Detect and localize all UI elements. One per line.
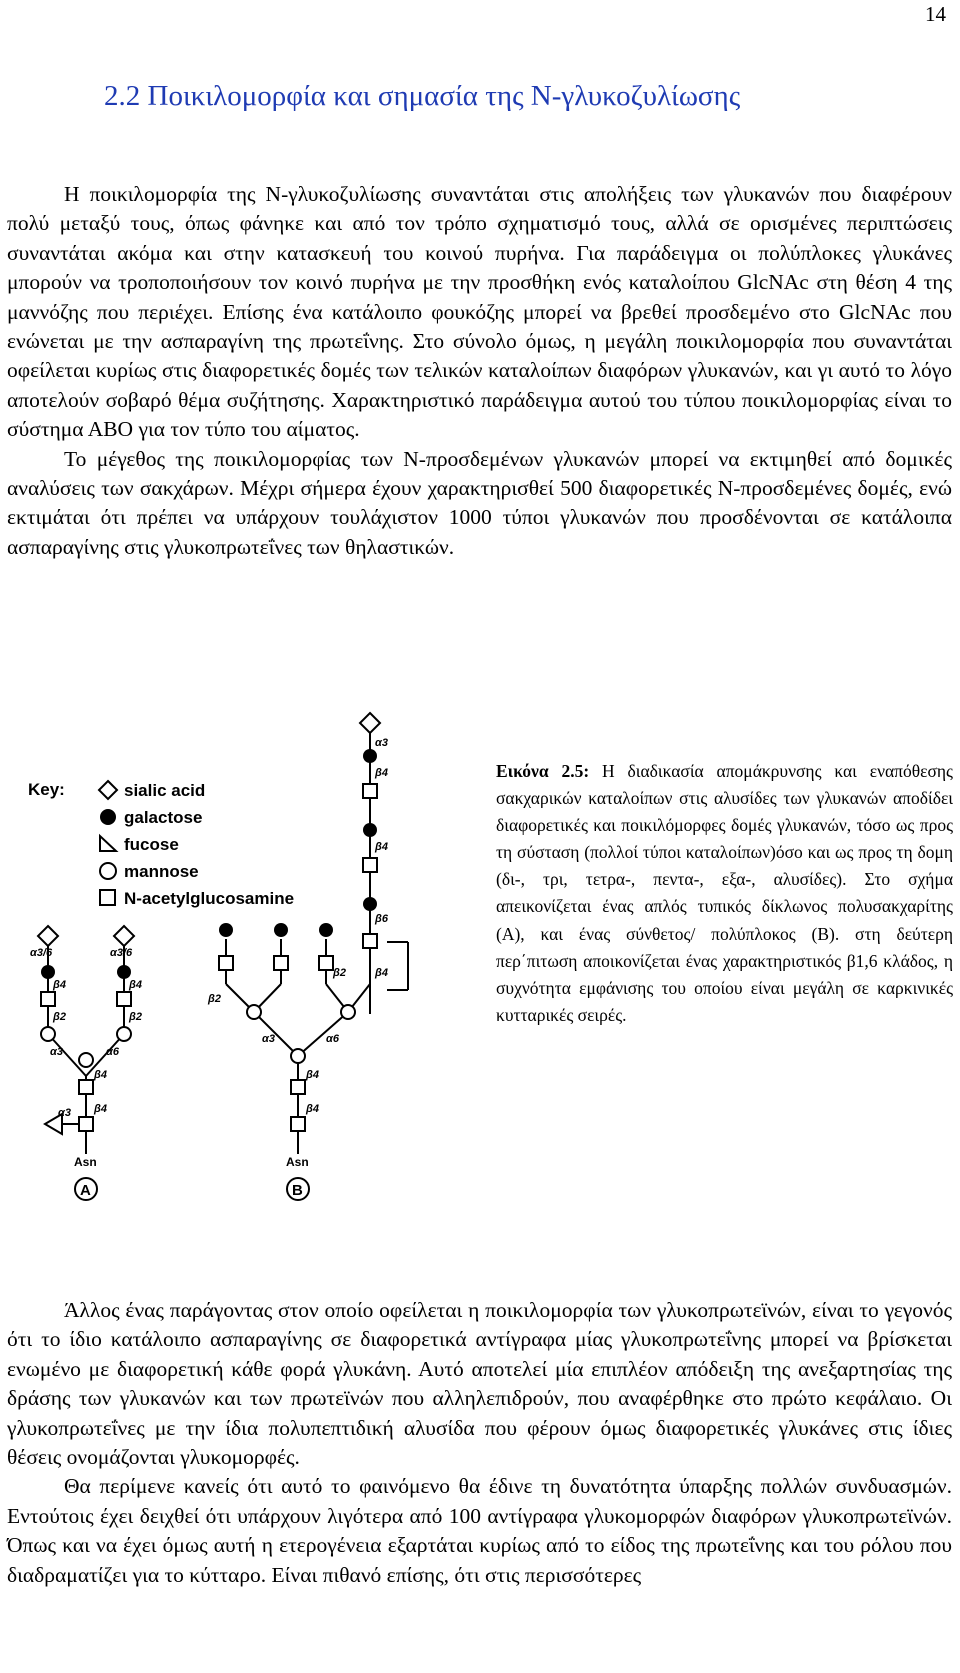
linkage-label: β4 bbox=[375, 841, 388, 853]
galactose-icon bbox=[319, 923, 333, 937]
linkage-label: β4 bbox=[306, 1069, 319, 1081]
fucose-icon bbox=[100, 836, 116, 851]
sialic-acid-icon bbox=[360, 713, 380, 733]
text-block-bottom bbox=[7, 1296, 952, 1590]
linkage-label: β2 bbox=[208, 993, 221, 1005]
linkage-label: α3 bbox=[375, 737, 388, 749]
galactose-icon bbox=[41, 965, 55, 979]
caption-label: Εικόνα 2.5: bbox=[496, 761, 590, 781]
structure-b-residues bbox=[219, 713, 380, 1131]
n-acetylglucosamine-icon bbox=[117, 992, 131, 1006]
structure-b-bonds bbox=[226, 719, 408, 1154]
n-acetylglucosamine-icon bbox=[291, 1117, 305, 1131]
n-acetylglucosamine-icon bbox=[363, 858, 377, 872]
linkage-label: β4 bbox=[94, 1103, 107, 1115]
mannose-icon bbox=[100, 863, 116, 879]
linkage-label: β6 bbox=[375, 913, 388, 925]
key-item: galactose bbox=[124, 808, 203, 827]
key-item: sialic acid bbox=[124, 781, 206, 800]
key-item: fucose bbox=[124, 835, 179, 854]
n-acetylglucosamine-icon bbox=[41, 992, 55, 1006]
sialic-acid-icon bbox=[99, 781, 117, 799]
linkage-label: α3 bbox=[58, 1107, 71, 1119]
asn-label: Asn bbox=[74, 1155, 97, 1169]
mannose-icon bbox=[117, 1027, 131, 1041]
section-heading: 2.2 Ποικιλομορφία και σημασία της Ν-γλυκοζυλίωσης bbox=[104, 80, 741, 112]
structure-label-b: B bbox=[292, 1182, 303, 1199]
glycan-figure bbox=[26, 737, 488, 1244]
linkage-label: β2 bbox=[333, 967, 346, 979]
n-acetylglucosamine-icon bbox=[291, 1080, 305, 1094]
linkage-label: β2 bbox=[53, 1011, 66, 1023]
text-block-top bbox=[7, 180, 952, 562]
paragraph: Η ποικιλομορφία της Ν-γλυκοζυλίωσης συναντάται στις απολήξεις των γλυκανών που διαφέρουν πολύ μεταξύ τους, όπως φάνηκε και από τον τρόπο σχηματισμό τους, αλλά σε ορισμένες περιπτώσεις συναντάται ακόμα και στην κατασκευή του κοινού πυρήνα. Για παράδειγμα οι πολύπλοκες γλυκάνες μπορούν να τροποποιήσουν τον κοινό πυρήνα με την προσθήκη ενός καταλοίπου GlcNAc στη θέση 4 της μαννόζης που περιέχει. Επίσης ένα κατάλοιπο φουκόζης μπορεί να βρεθεί προσδεμένο στο GlcNAc που ενώνεται με την ασπαραγίνη της πρωτεΐνης. Στο σύνολο όμως, η μεγάλη ποικιλομορφία που συναντάται οφείλεται κυρίως στις διαφορετικές δομές των τελικών καταλοίπων διαφόρων γλυκανών, και γι αυτό το λόγο αποτελούν σοβαρό θέμα συζήτησης. Χαρακτηριστικό παράδειγμα αυτού του τύπου ποικιλομορφίας είναι το σύστημα ΑΒΟ για τον τύπο του αίματος. bbox=[7, 182, 952, 442]
linkage-label: β4 bbox=[53, 979, 66, 991]
linkage-label: β2 bbox=[129, 1011, 142, 1023]
caption-text: Η διαδικασία απομάκρυνσης και εναπόθεσης σακχαρικών καταλοίπων στις αλυσίδες των γλυκανών αποδίδει διαφορετικές και ποικιλόμορφες δομές γλυκανών, τόσο ως προς τη σύσταση (πολλοί τύποι καταλοίπων)όσο και ως προς τη δομη (δι-, τρι, τετρα-, πεντα-, εξα-, αλυσίδες). Στο σχήμα απεικονίζεται ένας απλός τυπικός δίκλωνος πολυσακχαρίτης (Α), και ένας σύνθετος/ πολύπλοκος (Β). στη δεύτερη περ΄πιτωση αποικονίζεται ένας χαρακτηριστικός β1,6 κλάδος, η συχνότητα εμφάνισης του οποίου είναι μεγάλη σε καρκινικές κυτταρικές σειρές. bbox=[496, 761, 953, 1025]
linkage-label: β4 bbox=[375, 967, 388, 979]
n-acetylglucosamine-icon bbox=[100, 890, 115, 905]
mannose-icon bbox=[291, 1049, 305, 1063]
figure-key bbox=[28, 780, 294, 908]
key-title: Key: bbox=[28, 780, 65, 799]
linkage-label: β4 bbox=[94, 1069, 107, 1081]
paragraph: Θα περίμενε κανείς ότι αυτό το φαινόμενο θα έδινε τη δυνατότητα ύπαρξης πολλών συνδυασμών. Εντούτοις έχει δειχθεί ότι υπάρχουν λιγότερα από 100 αντίγραφα γλυκομορφών διαφόρων γλυκοπρωτεϊνών. Όπως και να έχει όμως αυτή η ετερογένεια εξαρτάται κυρίως από το είδος της πρωτεΐνης και του ρόλου που διαδραματίζει για το κύτταρο. Είναι πιθανό επίσης, ότι στις περισσότερες bbox=[7, 1474, 952, 1587]
n-acetylglucosamine-icon bbox=[219, 956, 233, 970]
sialic-acid-icon bbox=[114, 926, 134, 946]
n-acetylglucosamine-icon bbox=[79, 1080, 93, 1094]
n-acetylglucosamine-icon bbox=[274, 956, 288, 970]
mannose-icon bbox=[41, 1027, 55, 1041]
galactose-icon bbox=[274, 923, 288, 937]
figure-caption bbox=[496, 758, 953, 1029]
linkage-label: β4 bbox=[306, 1103, 319, 1115]
key-item: mannose bbox=[124, 862, 199, 881]
n-acetylglucosamine-icon bbox=[363, 784, 377, 798]
galactose-icon bbox=[363, 823, 377, 837]
n-acetylglucosamine-icon bbox=[79, 1117, 93, 1131]
galactose-icon bbox=[363, 749, 377, 763]
galactose-icon bbox=[219, 923, 233, 937]
paragraph: Το μέγεθος της ποικιλομορφίας των Ν-προσδεμένων γλυκανών μπορεί να εκτιμηθεί από δομικές αναλύσεις των σακχάρων. Μέχρι σήμερα έχουν χαρακτηρισθεί 500 διαφορετικές Ν-προσδεμένες δομές, ενώ εκτιμάται ότι πρέπει να υπάρχουν τουλάχιστον 1000 τύποι γλυκανών που προσδένονται σε κατάλοιπα ασπαραγίνης στις γλυκοπρωτεΐνες των θηλαστικών. bbox=[7, 446, 952, 559]
linkage-label: α3 bbox=[50, 1046, 63, 1058]
sialic-acid-icon bbox=[38, 926, 58, 946]
linkage-label: β4 bbox=[129, 979, 142, 991]
linkage-label: α3/6 bbox=[110, 947, 133, 959]
paragraph: Άλλος ένας παράγοντας στον οποίο οφείλεται η ποικιλομορφία των γλυκοπρωτεϊνών, είναι το γεγονός ότι το ίδιο κατάλοιπο ασπαραγίνης σε διαφορετικά αντίγραφα μίας γλυκοπρωτεΐνης μπορεί να βρίσκεται ενωμένο με διαφορετική κάθε φορά γλυκάνη. Αυτό αποτελεί μία επιπλέον απόδειξη της ανεξαρτησίας της δράσης των γλυκανών και των πρωτεϊνών που αλληλεπιδρούν, που αναφέρθηκε στο πρώτο κεφάλαιο. Οι γλυκοπρωτεΐνες με την ίδια πολυπεπτιδική αλυσίδα που φέρουν όμως διαφορετικές γλυκάνες στις ίδιες θέσεις ονομάζονται γλυκομορφές. bbox=[7, 1298, 952, 1470]
linkage-label: α6 bbox=[106, 1046, 119, 1058]
mannose-icon bbox=[341, 1005, 355, 1019]
linkage-label: α3/6 bbox=[30, 947, 53, 959]
structure-label-a: A bbox=[80, 1182, 91, 1199]
galactose-icon bbox=[363, 897, 377, 911]
page-number: 14 bbox=[925, 2, 946, 26]
linkage-label: α3 bbox=[262, 1033, 275, 1045]
n-acetylglucosamine-icon bbox=[363, 934, 377, 948]
linkage-label: α6 bbox=[326, 1033, 339, 1045]
linkage-label: β4 bbox=[375, 767, 388, 779]
n-acetylglucosamine-icon bbox=[319, 956, 333, 970]
mannose-icon bbox=[79, 1053, 93, 1067]
mannose-icon bbox=[247, 1005, 261, 1019]
galactose-icon bbox=[117, 965, 131, 979]
key-item: N-acetylglucosamine bbox=[124, 889, 295, 908]
asn-label: Asn bbox=[286, 1155, 309, 1169]
galactose-icon bbox=[100, 809, 116, 825]
glycan-diagram bbox=[26, 737, 488, 1244]
